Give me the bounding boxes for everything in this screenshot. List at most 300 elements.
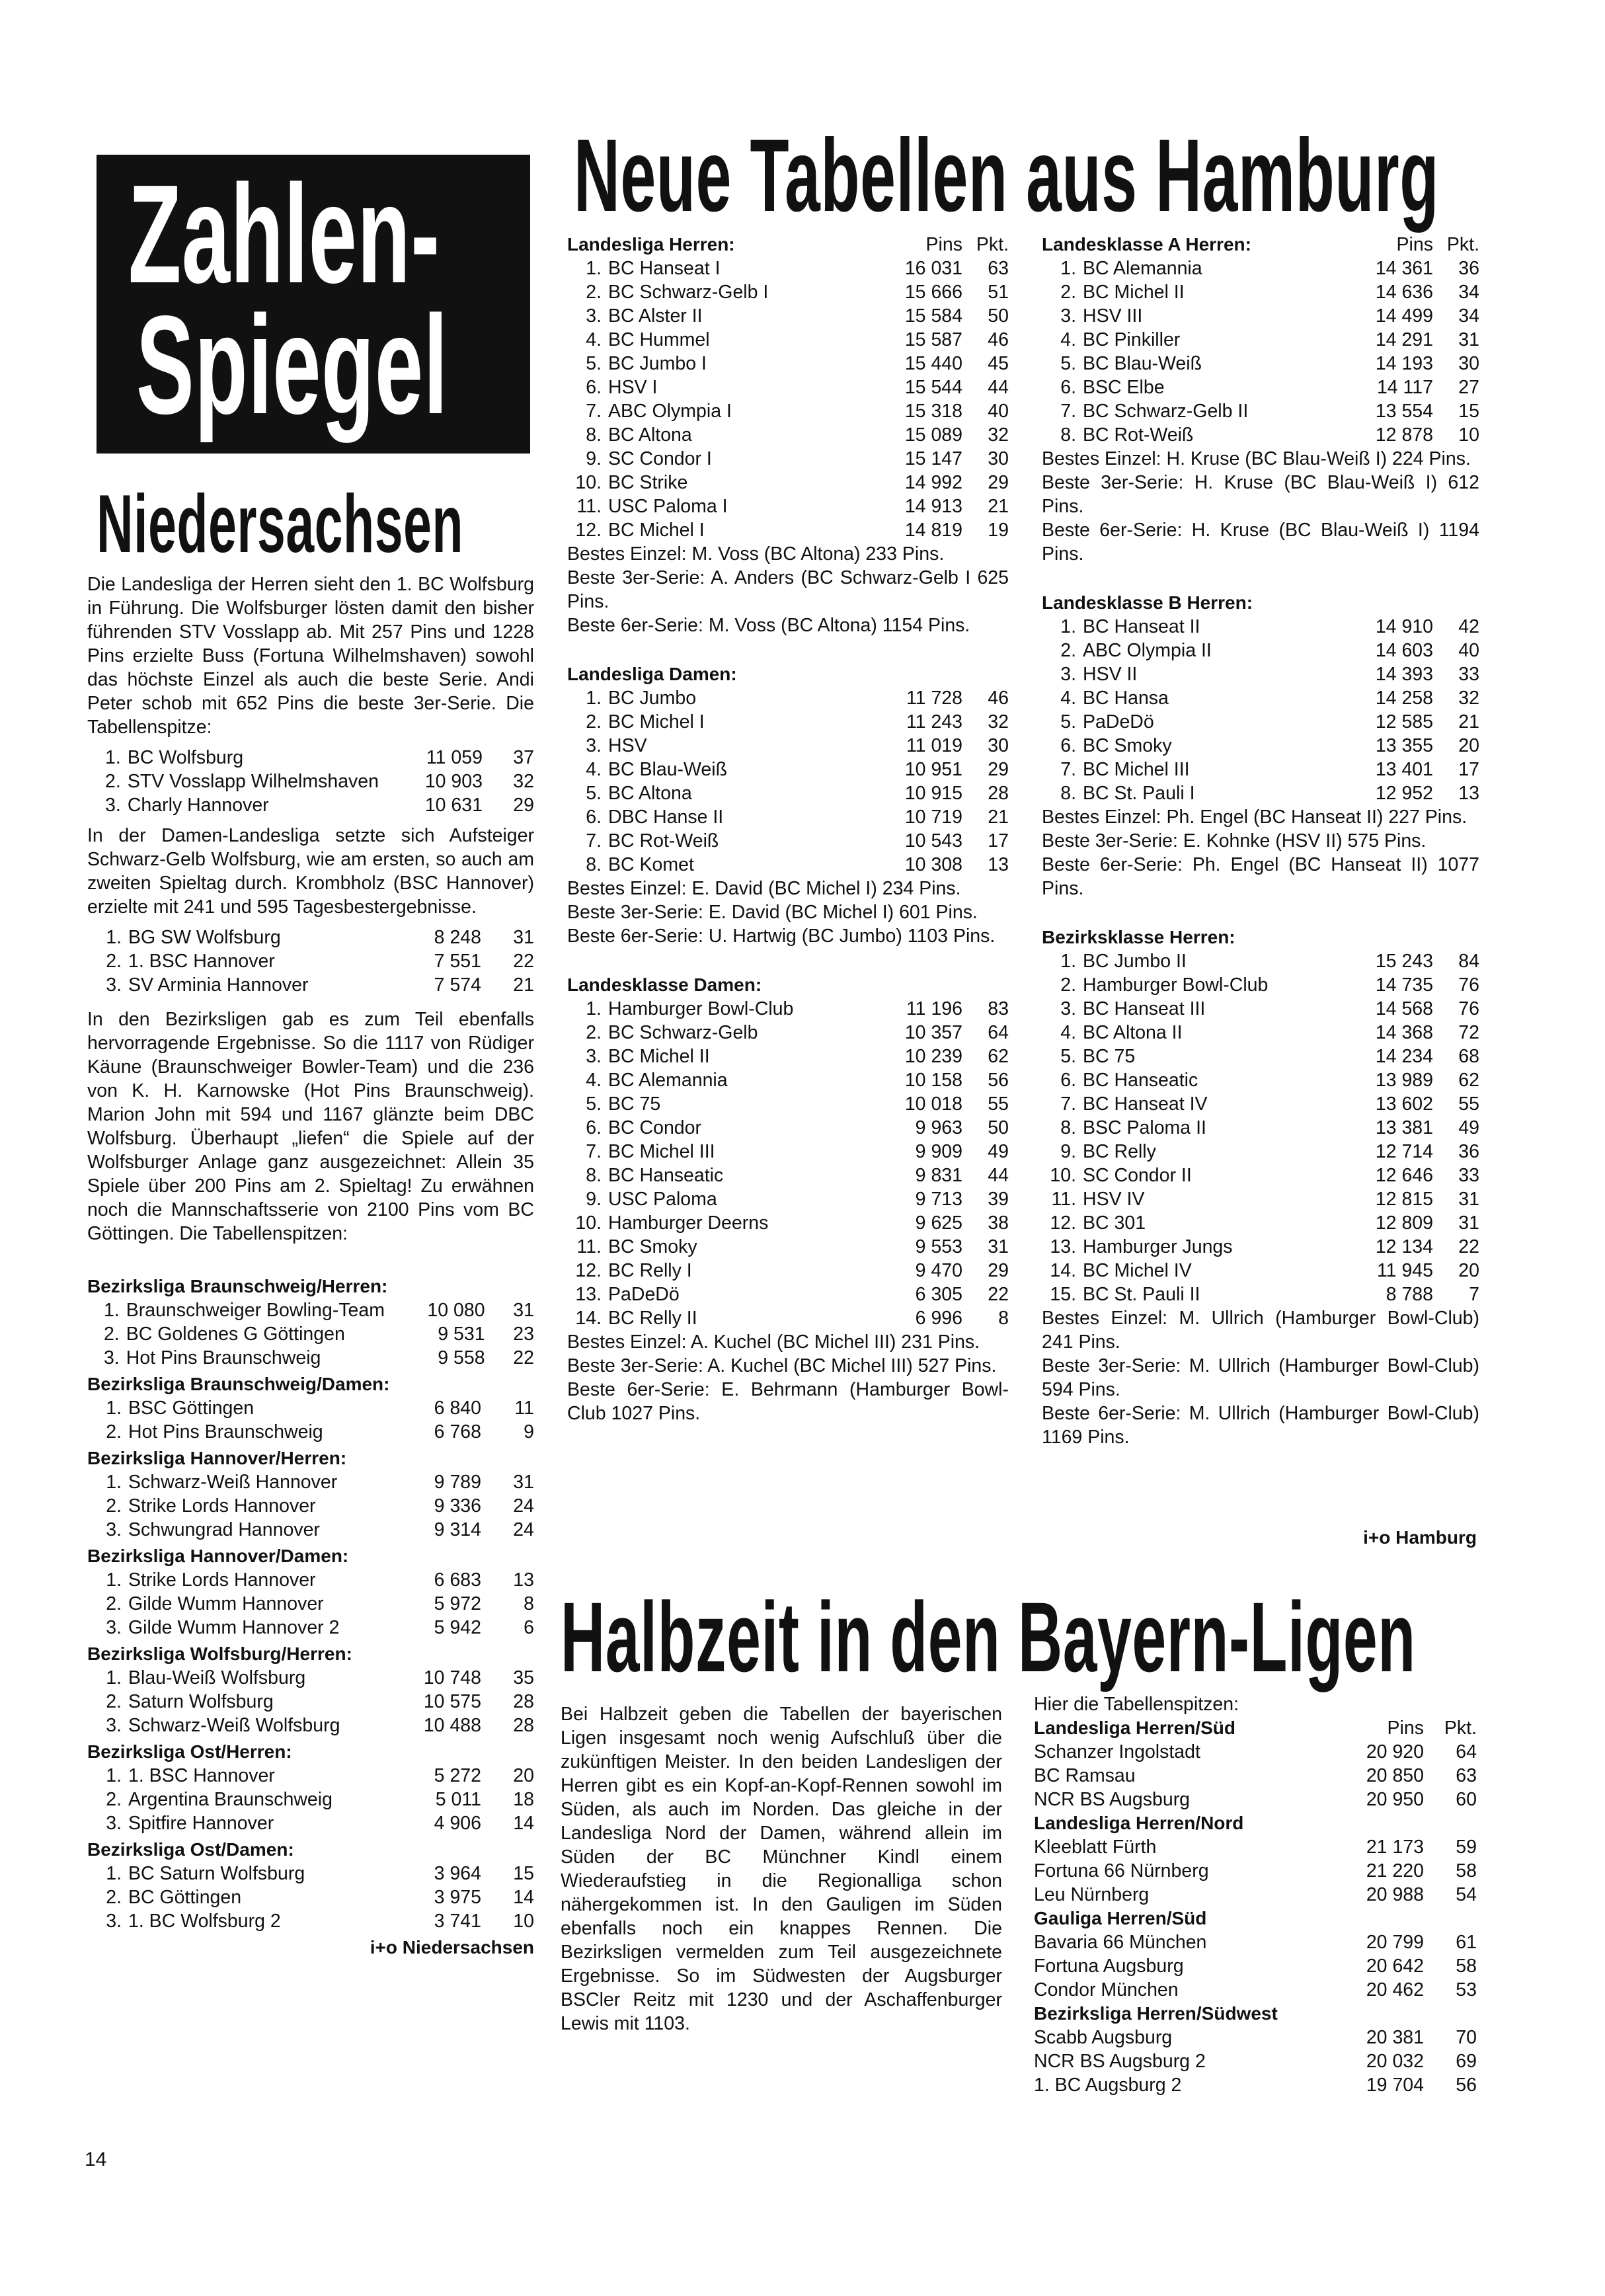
- team-pins: 6 683: [434, 1569, 481, 1591]
- team-pins: 10 748: [423, 1667, 481, 1688]
- rank: 3.: [1060, 664, 1076, 685]
- rank: 15.: [1050, 1284, 1076, 1305]
- team-name: HSV: [608, 735, 647, 756]
- rank: 12.: [575, 1260, 602, 1281]
- league-best-note: Bestes Einzel: A. Kuchel (BC Michel III) 231 Pins.: [567, 1331, 980, 1353]
- rank: 4.: [1060, 329, 1076, 350]
- rank: 6.: [586, 807, 602, 828]
- team-pins: 20 381: [1366, 2027, 1424, 2048]
- team-points: 58: [1456, 1860, 1477, 1881]
- team-points: 44: [988, 377, 1009, 398]
- table-row: [1042, 1092, 1479, 1116]
- table-row: [1042, 1259, 1479, 1283]
- team-name: BC Pinkiller: [1083, 329, 1181, 350]
- team-name: ABC Olympia I: [608, 401, 732, 422]
- league-best-note: Beste 3er-Serie: E. Kohnke (HSV II) 575 Pins.: [1042, 830, 1427, 851]
- table-row: [567, 734, 1009, 758]
- team-name: BC Goldenes G Göttingen: [126, 1324, 345, 1345]
- table-row: [87, 1420, 534, 1444]
- team-name: Schanzer Ingolstadt: [1034, 1741, 1200, 1762]
- zahlen-spiegel-badge: [97, 155, 530, 454]
- team-name: Schwungrad Hannover: [128, 1519, 320, 1540]
- team-name: BC Smoky: [608, 1236, 697, 1257]
- table-row: [87, 1764, 534, 1788]
- team-name: Argentina Braunschweig: [128, 1789, 333, 1810]
- league-best-note: Bestes Einzel: M. Voss (BC Altona) 233 Pins.: [567, 543, 945, 565]
- rank: 8.: [1060, 1117, 1076, 1138]
- team-pins: 14 117: [1376, 377, 1433, 398]
- team-name: BC 75: [1083, 1046, 1136, 1067]
- team-name: BG SW Wolfsburg: [128, 927, 281, 948]
- rank: 4.: [586, 329, 602, 350]
- team-name: BC Blau-Weiß: [1083, 353, 1202, 374]
- team-points: 37: [513, 747, 534, 768]
- team-points: 62: [988, 1046, 1009, 1067]
- team-points: 32: [988, 711, 1009, 732]
- badge-line-2: Spiegel: [136, 286, 448, 443]
- team-name: BC Michel III: [608, 1141, 715, 1162]
- team-pins: 9 625: [915, 1212, 962, 1234]
- team-pins: 15 666: [904, 282, 962, 303]
- pkt-header: Pkt.: [976, 234, 1009, 255]
- team-points: 63: [988, 258, 1009, 279]
- team-name: BC Schwarz-Gelb II: [1083, 401, 1249, 422]
- table-row: [567, 1164, 1009, 1187]
- table-header-row: [1034, 2002, 1477, 2026]
- team-name: HSV II: [1083, 664, 1138, 685]
- team-points: 30: [988, 448, 1009, 469]
- team-points: 24: [513, 1519, 534, 1540]
- league-table: [1042, 591, 1479, 805]
- team-pins: 10 631: [424, 795, 483, 816]
- team-points: 27: [1458, 377, 1479, 398]
- table-row: [1042, 1068, 1479, 1092]
- league-best-note: Beste 6er-Serie: U. Hartwig (BC Jumbo) 1103 Pins.: [567, 926, 996, 947]
- bezirksliga-table: [87, 1764, 534, 1835]
- league-best-note: Beste 3er-Serie: A. Anders (BC Schwarz-Gelb I 625 Pins.: [567, 567, 1009, 612]
- team-name: Hot Pins Braunschweig: [128, 1421, 323, 1443]
- bezirksliga-title: Bezirksliga Hannover/Herren:: [87, 1448, 347, 1468]
- team-name: BC Jumbo: [608, 688, 697, 709]
- team-points: 63: [1456, 1765, 1477, 1786]
- team-name: BC Hanseat II: [1083, 616, 1200, 637]
- team-points: 68: [1458, 1046, 1479, 1067]
- team-pins: 9 789: [434, 1472, 481, 1493]
- rank: 1.: [105, 747, 121, 768]
- rank: 7.: [586, 1141, 602, 1162]
- page-number: 14: [85, 2149, 107, 2170]
- team-pins: 15 089: [904, 424, 962, 446]
- team-points: 64: [988, 1022, 1009, 1043]
- team-pins: 19 704: [1366, 2075, 1424, 2096]
- table-row: [567, 471, 1009, 495]
- table-row: [567, 805, 1009, 829]
- team-pins: 14 234: [1375, 1046, 1433, 1067]
- rank: 12.: [1050, 1212, 1076, 1234]
- pins-header: Pins: [1396, 234, 1433, 255]
- team-name: SV Arminia Hannover: [128, 974, 309, 996]
- table-header-row: [567, 973, 1009, 997]
- pkt-header: Pkt.: [1446, 234, 1479, 255]
- team-points: 29: [988, 472, 1009, 493]
- rank: 6.: [586, 1117, 602, 1138]
- table-header-row: [1034, 1907, 1477, 1930]
- team-points: 21: [513, 974, 534, 996]
- team-pins: 11 059: [426, 747, 483, 768]
- team-points: 49: [1458, 1117, 1479, 1138]
- section-title: Bezirksklasse Herren:: [1042, 927, 1235, 947]
- team-pins: 4 906: [434, 1813, 481, 1834]
- team-points: 45: [988, 353, 1009, 374]
- rank: 12.: [575, 520, 602, 541]
- team-name: Kleeblatt Fürth: [1034, 1837, 1157, 1858]
- table-row: [87, 1666, 534, 1690]
- bezirksliga-table: [87, 1470, 534, 1542]
- table-row: [1042, 280, 1479, 304]
- rank: 1.: [1060, 616, 1076, 637]
- team-name: USC Paloma I: [608, 496, 728, 517]
- team-pins: 11 243: [906, 711, 962, 732]
- team-points: 36: [1458, 1141, 1479, 1162]
- team-name: Hamburger Deerns: [608, 1212, 769, 1234]
- rank: 2.: [586, 1022, 602, 1043]
- rank: 7.: [1060, 759, 1076, 780]
- rank: 10.: [575, 472, 602, 493]
- team-points: 30: [1458, 353, 1479, 374]
- team-points: 50: [988, 305, 1009, 327]
- table-row: [567, 1211, 1009, 1235]
- team-pins: 14 393: [1375, 664, 1433, 685]
- table-row: [87, 1616, 534, 1640]
- table-row: [567, 686, 1009, 710]
- team-name: Fortuna 66 Nürnberg: [1034, 1860, 1209, 1881]
- team-points: 70: [1456, 2027, 1477, 2048]
- table-header-row: [1034, 1716, 1477, 1740]
- rank: 1.: [586, 998, 602, 1019]
- team-points: 39: [988, 1189, 1009, 1210]
- team-name: BC Schwarz-Gelb I: [608, 282, 769, 303]
- team-name: Hamburger Bowl-Club: [1083, 974, 1269, 996]
- table-header-row: [567, 233, 1009, 257]
- team-pins: 12 714: [1375, 1141, 1433, 1162]
- team-name: 1. BSC Hannover: [128, 951, 275, 972]
- table-row: [567, 1116, 1009, 1140]
- team-pins: 10 951: [904, 759, 962, 780]
- team-points: 46: [988, 688, 1009, 709]
- team-pins: 7 551: [434, 951, 481, 972]
- team-name: Gilde Wumm Hannover 2: [128, 1617, 340, 1638]
- team-pins: 10 543: [904, 830, 962, 851]
- team-points: 18: [513, 1789, 534, 1810]
- table-row: [87, 1811, 534, 1835]
- team-pins: 12 646: [1375, 1165, 1433, 1186]
- bezirksliga-table: [87, 1568, 534, 1640]
- rank: 4.: [1060, 688, 1076, 709]
- team-points: 59: [1456, 1837, 1477, 1858]
- team-points: 22: [988, 1284, 1009, 1305]
- team-points: 55: [988, 1093, 1009, 1115]
- team-pins: 10 080: [427, 1300, 485, 1321]
- team-pins: 14 291: [1375, 329, 1433, 350]
- table-row: [1042, 1164, 1479, 1187]
- team-name: BC Hanseatic: [608, 1165, 724, 1186]
- table-row: [1034, 1764, 1477, 1788]
- team-points: 40: [988, 401, 1009, 422]
- team-name: Fortuna Augsburg: [1034, 1956, 1184, 1977]
- table-row: [1042, 257, 1479, 280]
- team-name: BC Hanseat III: [1083, 998, 1206, 1019]
- team-pins: 14 258: [1375, 688, 1433, 709]
- rank: 14.: [1050, 1260, 1076, 1281]
- table-row: [1042, 1116, 1479, 1140]
- table-row: [567, 495, 1009, 518]
- team-points: 28: [988, 783, 1009, 804]
- rank: 2.: [106, 1593, 122, 1614]
- team-points: 32: [513, 771, 534, 792]
- team-name: USC Paloma: [608, 1189, 717, 1210]
- team-pins: 14 368: [1375, 1022, 1433, 1043]
- hamburg-right-column: [1042, 233, 1479, 1449]
- team-pins: 16 031: [904, 258, 962, 279]
- table-row: [567, 710, 1009, 734]
- team-name: BC Hanseatic: [1083, 1070, 1198, 1091]
- rank: 2.: [106, 1495, 122, 1517]
- team-name: Saturn Wolfsburg: [128, 1691, 274, 1712]
- table-row: [1042, 304, 1479, 328]
- team-name: BC Rot-Weiß: [1083, 424, 1194, 446]
- rank: 10.: [575, 1212, 602, 1234]
- league-best-note: Bestes Einzel: E. David (BC Michel I) 234 Pins.: [567, 878, 961, 899]
- team-name: PaDeDö: [608, 1284, 680, 1305]
- team-name: DBC Hanse II: [608, 807, 724, 828]
- bezirksliga-title: Bezirksliga Wolfsburg/Herren:: [87, 1643, 352, 1664]
- team-points: 6: [524, 1617, 534, 1638]
- team-points: 21: [988, 496, 1009, 517]
- rank: 3.: [106, 1715, 122, 1736]
- team-pins: 12 134: [1375, 1236, 1433, 1257]
- table-row: [1034, 1835, 1477, 1859]
- team-pins: 20 920: [1366, 1741, 1424, 1762]
- table-row: [87, 1909, 534, 1933]
- table-row: [87, 1714, 534, 1737]
- rank: 2.: [105, 771, 121, 792]
- rank: 5.: [1060, 711, 1076, 732]
- table-row: [1042, 781, 1479, 805]
- team-name: 1. BSC Hannover: [128, 1765, 275, 1786]
- team-pins: 9 831: [915, 1165, 962, 1186]
- table-row: [87, 1396, 534, 1420]
- team-points: 11: [514, 1398, 534, 1419]
- team-name: Strike Lords Hannover: [128, 1569, 316, 1591]
- team-points: 50: [988, 1117, 1009, 1138]
- team-name: BC Relly I: [608, 1260, 692, 1281]
- team-pins: 21 173: [1366, 1837, 1424, 1858]
- team-pins: 14 910: [1375, 616, 1433, 637]
- table-row: [567, 1187, 1009, 1211]
- table-row: [567, 280, 1009, 304]
- team-points: 22: [513, 1347, 534, 1368]
- rank: 14.: [575, 1308, 602, 1329]
- bezirksliga-table: [87, 1862, 534, 1933]
- team-pins: 14 913: [904, 496, 962, 517]
- team-points: 31: [1458, 1212, 1479, 1234]
- team-pins: 20 988: [1366, 1884, 1424, 1905]
- team-name: Hamburger Bowl-Club: [608, 998, 794, 1019]
- team-points: 72: [1458, 1022, 1479, 1043]
- table-row: [567, 1140, 1009, 1164]
- table-row: [87, 770, 534, 793]
- table-row: [1042, 615, 1479, 639]
- pins-header: [850, 662, 962, 686]
- team-points: 32: [1458, 688, 1479, 709]
- team-name: Strike Lords Hannover: [128, 1495, 316, 1517]
- team-name: BC Hummel: [608, 329, 710, 350]
- table-row: [87, 949, 534, 973]
- team-pins: 15 440: [904, 353, 962, 374]
- league-table: [567, 233, 1009, 542]
- rank: 3.: [586, 735, 602, 756]
- rank: 3.: [106, 1813, 122, 1834]
- table-row: [87, 1494, 534, 1518]
- pins-header: [850, 973, 962, 997]
- table-row: [1042, 662, 1479, 686]
- team-points: 31: [513, 1472, 534, 1493]
- team-pins: 20 850: [1366, 1765, 1424, 1786]
- team-name: Gilde Wumm Hannover: [128, 1593, 324, 1614]
- rank: 3.: [106, 974, 122, 996]
- rank: 1.: [106, 927, 122, 948]
- bayern-tables-column: [1034, 1692, 1477, 2097]
- team-pins: 20 950: [1366, 1789, 1424, 1810]
- table-header-row: [1042, 233, 1479, 257]
- team-name: Scabb Augsburg: [1034, 2027, 1173, 2048]
- team-name: BC 301: [1083, 1212, 1146, 1234]
- rank: 11.: [576, 1236, 602, 1257]
- team-points: 13: [1458, 783, 1479, 804]
- pkt-header: Pkt.: [1444, 1718, 1477, 1739]
- league-table: [567, 973, 1009, 1330]
- team-pins: 14 193: [1375, 353, 1433, 374]
- bezirksliga-table: [87, 1298, 534, 1370]
- team-points: 51: [988, 282, 1009, 303]
- team-pins: 11 728: [906, 688, 962, 709]
- team-name: BC 75: [608, 1093, 661, 1115]
- league-best-note: Bestes Einzel: Ph. Engel (BC Hanseat II) 227 Pins.: [1042, 807, 1468, 828]
- league-best-note: Beste 6er-Serie: M. Ullrich (Hamburger Bowl-Club) 1169 Pins.: [1042, 1403, 1479, 1448]
- table-row: [87, 1470, 534, 1494]
- table-header-row: [1042, 591, 1479, 615]
- team-pins: 10 903: [424, 771, 483, 792]
- table-header-row: [567, 662, 1009, 686]
- team-pins: 10 308: [904, 854, 962, 875]
- team-pins: 14 819: [904, 520, 962, 541]
- team-name: BC Komet: [608, 854, 694, 875]
- team-pins: 13 554: [1375, 401, 1433, 422]
- team-points: 10: [1458, 424, 1479, 446]
- table-row: [1042, 1283, 1479, 1306]
- table-header-row: [1042, 926, 1479, 949]
- team-points: 42: [1458, 616, 1479, 637]
- rank: 7.: [1060, 401, 1076, 422]
- rank: 8.: [1060, 424, 1076, 446]
- team-points: 49: [988, 1141, 1009, 1162]
- team-pins: 10 239: [904, 1046, 962, 1067]
- table-row: [87, 973, 534, 997]
- rank: 6.: [586, 377, 602, 398]
- league-block: [567, 973, 1009, 1425]
- rank: 3.: [106, 1519, 122, 1540]
- team-pins: 14 603: [1375, 640, 1433, 661]
- rank: 8.: [586, 1165, 602, 1186]
- table-row: [567, 829, 1009, 853]
- team-points: 44: [988, 1165, 1009, 1186]
- team-pins: 3 975: [434, 1887, 481, 1908]
- rank: 3.: [586, 1046, 602, 1067]
- section-title: Landesliga Herren/Süd: [1034, 1718, 1235, 1738]
- rank: 2.: [1060, 974, 1076, 996]
- rank: 1.: [586, 688, 602, 709]
- rank: 2.: [106, 951, 122, 972]
- section-title: Landesliga Damen:: [567, 664, 737, 684]
- team-points: 13: [988, 854, 1009, 875]
- team-name: PaDeDö: [1083, 711, 1154, 732]
- rank: 3.: [1060, 998, 1076, 1019]
- team-pins: 15 587: [904, 329, 962, 350]
- team-pins: 9 470: [915, 1260, 962, 1281]
- table-row: [1042, 973, 1479, 997]
- table-row: [567, 352, 1009, 376]
- bezirksliga-title: Bezirksliga Braunschweig/Herren:: [87, 1276, 388, 1296]
- table-row: [567, 1092, 1009, 1116]
- table-row: [567, 304, 1009, 328]
- team-points: 20: [513, 1765, 534, 1786]
- team-name: Spitfire Hannover: [128, 1813, 274, 1834]
- table-row: [1042, 949, 1479, 973]
- rank: 6.: [1060, 377, 1076, 398]
- rank: 7.: [586, 401, 602, 422]
- team-name: Charly Hannover: [127, 795, 269, 816]
- team-pins: 5 942: [434, 1617, 481, 1638]
- team-name: BC Altona: [608, 783, 692, 804]
- league-best-note: Beste 3er-Serie: M. Ullrich (Hamburger Bowl-Club) 594 Pins.: [1042, 1355, 1479, 1400]
- rank: 3.: [106, 1911, 122, 1932]
- team-pins: 15 147: [904, 448, 962, 469]
- niedersachsen-heading: Niedersachsen: [97, 479, 464, 570]
- team-pins: 14 499: [1375, 305, 1433, 327]
- table-row: [567, 1259, 1009, 1283]
- bayern-league-table: [1034, 1811, 1477, 1907]
- rank: 4.: [1060, 1022, 1076, 1043]
- team-pins: 11 945: [1376, 1260, 1433, 1281]
- table-row: [1034, 2026, 1477, 2049]
- bezirksliga-table: [87, 1396, 534, 1444]
- team-pins: 21 220: [1366, 1860, 1424, 1881]
- rank: 1.: [106, 1863, 122, 1884]
- table-row: [1042, 639, 1479, 662]
- team-points: 22: [1458, 1236, 1479, 1257]
- table-row: [567, 1021, 1009, 1045]
- pins-header: [1321, 926, 1433, 949]
- team-name: BSC Paloma II: [1083, 1117, 1206, 1138]
- team-name: BC Relly: [1083, 1141, 1156, 1162]
- table-row: [567, 853, 1009, 877]
- bayern-league-table: [1034, 1907, 1477, 2002]
- team-name: BC Rot-Weiß: [608, 830, 719, 851]
- team-name: Condor München: [1034, 1979, 1179, 2000]
- team-pins: 15 544: [904, 377, 962, 398]
- team-points: 34: [1458, 282, 1479, 303]
- team-pins: 14 735: [1375, 974, 1433, 996]
